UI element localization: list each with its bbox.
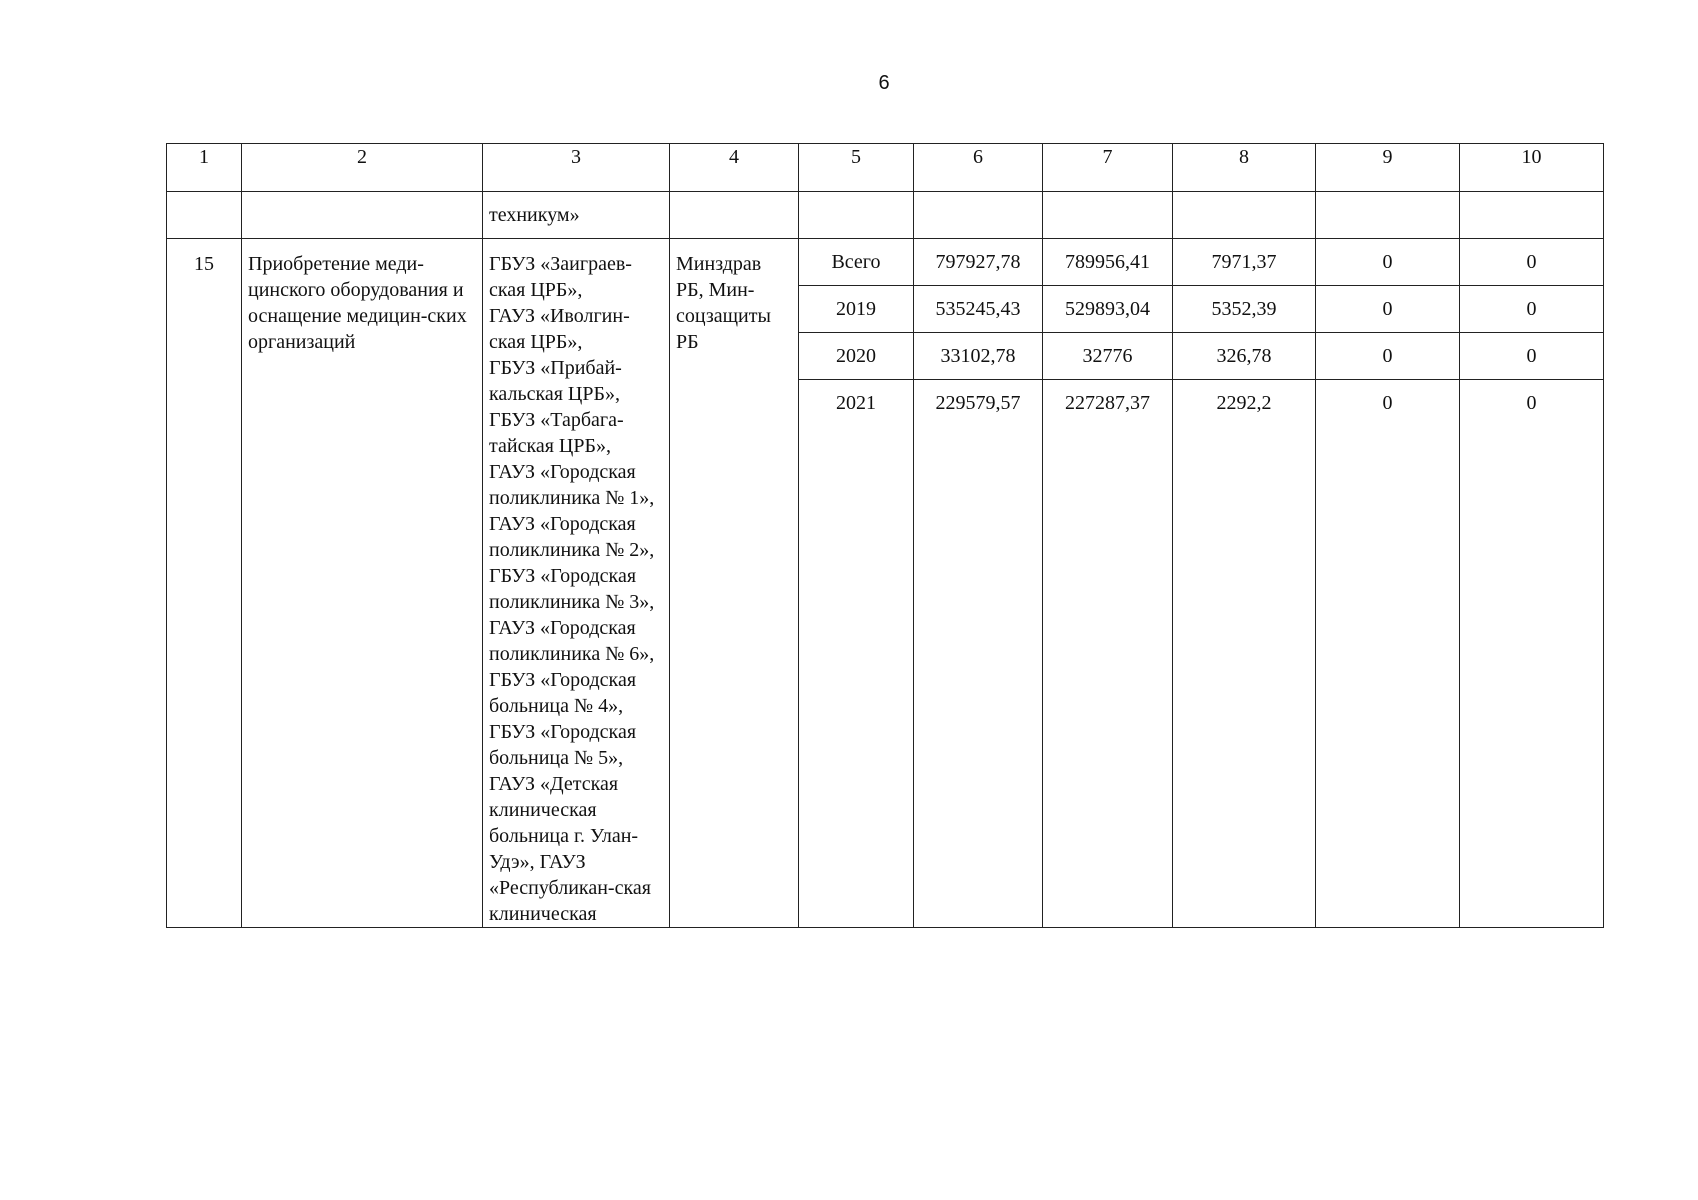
cont-cell-7 <box>1043 192 1173 239</box>
institution-item: ГАУЗ «Иволгин-ская ЦРБ», <box>489 305 630 353</box>
header-col-2: 2 <box>242 144 483 192</box>
value-col9: 0 <box>1316 380 1460 928</box>
value-col6: 229579,57 <box>914 380 1043 928</box>
cont-cell-10 <box>1460 192 1604 239</box>
cont-cell-2 <box>242 192 483 239</box>
value-col10: 0 <box>1460 286 1604 333</box>
institution-item: ГАУЗ «Городская поликлиника № 1», <box>489 461 655 509</box>
value-col6: 535245,43 <box>914 286 1043 333</box>
institution-item: ГАУЗ «Городская поликлиника № 2», <box>489 513 655 561</box>
value-col7: 789956,41 <box>1043 239 1173 286</box>
value-col8: 7971,37 <box>1173 239 1316 286</box>
event-name: Приобретение меди-цинского оборудования и оснащение медицин-ских организаций <box>242 239 483 928</box>
institution-item: ГАУЗ «Детская клиническая больница г. Улан-Удэ», ГАУЗ «Республикан-ская клиническая <box>489 773 651 925</box>
value-col8: 5352,39 <box>1173 286 1316 333</box>
value-col10: 0 <box>1460 380 1604 928</box>
header-col-5: 5 <box>799 144 914 192</box>
cont-cell-5 <box>799 192 914 239</box>
institution-item: ГБУЗ «Заиграев-ская ЦРБ», <box>489 253 632 301</box>
value-col7: 32776 <box>1043 333 1173 380</box>
institution-item: ГБУЗ «Городская больница № 5», <box>489 721 637 769</box>
header-row <box>167 144 1604 192</box>
value-col8: 2292,2 <box>1173 380 1316 928</box>
cont-cell-4 <box>670 192 799 239</box>
header-col-6: 6 <box>914 144 1043 192</box>
continuation-row <box>167 192 1604 239</box>
cont-cell-3 <box>483 192 670 239</box>
table-row <box>167 239 1604 286</box>
header-col-3: 3 <box>483 144 670 192</box>
value-col10: 0 <box>1460 333 1604 380</box>
institution-item: ГБУЗ «Городская больница № 4», <box>489 669 637 717</box>
institution-item: ГБУЗ «Тарбага-тайская ЦРБ», <box>489 409 624 457</box>
executor-cell: Минздрав РБ, Мин-соцзащиты РБ <box>670 239 799 928</box>
cont-cell-1 <box>167 192 242 239</box>
value-col9: 0 <box>1316 286 1460 333</box>
value-col7: 227287,37 <box>1043 380 1173 928</box>
value-col10: 0 <box>1460 239 1604 286</box>
cont-institution-text: техникум» <box>489 204 580 226</box>
header-col-8: 8 <box>1173 144 1316 192</box>
period-total: Всего <box>799 239 914 286</box>
institution-item: ГАУЗ «Городская поликлиника № 6», <box>489 617 655 665</box>
value-col6: 797927,78 <box>914 239 1043 286</box>
program-table <box>166 143 1604 928</box>
page-number: 6 <box>878 72 890 94</box>
institutions-cell <box>483 239 670 928</box>
value-col9: 0 <box>1316 333 1460 380</box>
institution-item: ГБУЗ «Прибай-кальская ЦРБ», <box>489 357 622 405</box>
value-col8: 326,78 <box>1173 333 1316 380</box>
cont-cell-8 <box>1173 192 1316 239</box>
period-2020: 2020 <box>799 333 914 380</box>
value-col9: 0 <box>1316 239 1460 286</box>
header-col-9: 9 <box>1316 144 1460 192</box>
cont-cell-6 <box>914 192 1043 239</box>
header-col-1: 1 <box>167 144 242 192</box>
cont-cell-9 <box>1316 192 1460 239</box>
header-col-7: 7 <box>1043 144 1173 192</box>
value-col6: 33102,78 <box>914 333 1043 380</box>
value-col7: 529893,04 <box>1043 286 1173 333</box>
header-col-10: 10 <box>1460 144 1604 192</box>
period-2021: 2021 <box>799 380 914 928</box>
period-2019: 2019 <box>799 286 914 333</box>
institution-item: ГБУЗ «Городская поликлиника № 3», <box>489 565 655 613</box>
header-col-4: 4 <box>670 144 799 192</box>
row-number: 15 <box>167 239 242 928</box>
